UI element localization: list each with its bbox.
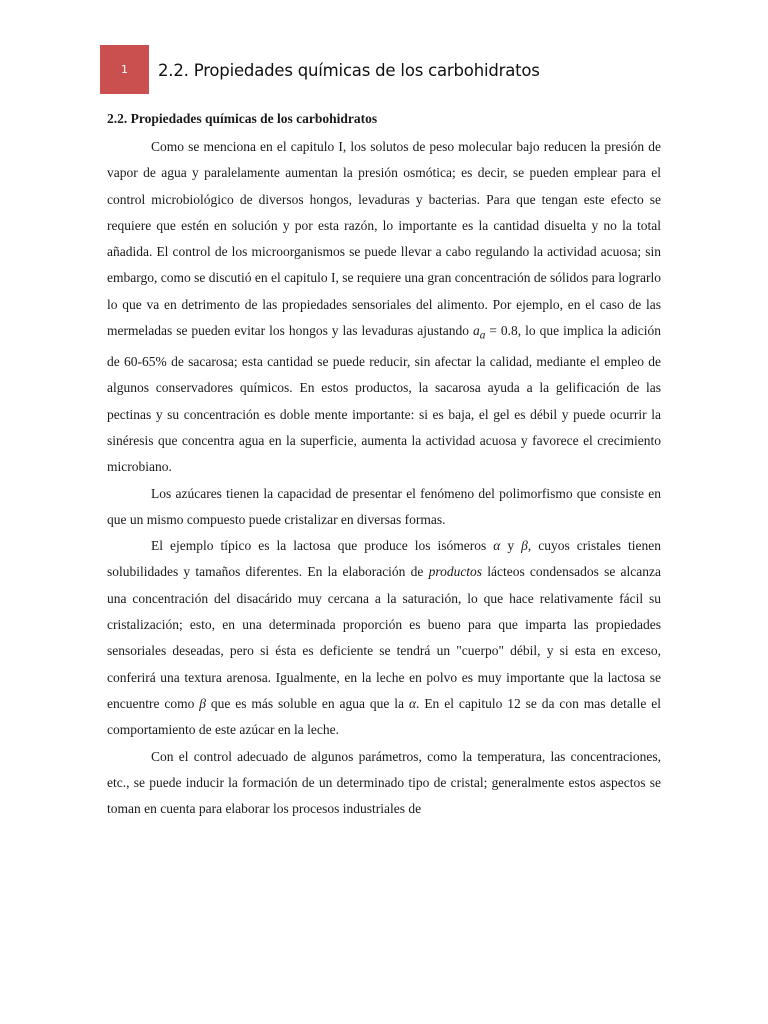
paragraph-1-text-b: = 0.8, lo que implica la adición de 60-65% de sacarosa; esta cantidad se puede reducir, sin afectar la calidad, mediante el empleo de algunos conservadores químicos. En estos productos, la sacarosa ayuda a la gelificación de las pectinas y su concentración es doble mente importante: si es baja, el gel es débil y puede ocurrir la sinéresis que concentra agua en la superficie, aumenta la actividad acuosa y favorece el crecimiento microbiano. [107, 323, 661, 475]
page-number: 1 [121, 63, 128, 76]
paragraph-3-text-a: El ejemplo típico es la lactosa que produce los isómeros [151, 538, 494, 554]
paragraph-3-text-d: lácteos condensados se alcanza una concentración del disacárido muy cercana a la saturación, lo que hace relativamente fácil su cristalización; esto, en una determinada proporción es bueno para que imparta las propiedades sensoriales deseadas, pero si ésta es deficiente se tendrá un "cuerpo" débil, y si esta en exceso, conferirá una textura arenosa. Igualmente, en la leche en polvo es muy importante que la lactosa se encuentre como [107, 564, 661, 711]
paragraph-2: Los azúcares tienen la capacidad de presentar el fenómeno del polimorfismo que consiste en que un mismo compuesto puede cristalizar en diversas formas. [107, 485, 661, 527]
water-activity-subscript: a [479, 329, 486, 342]
productos-italic: productos [428, 564, 483, 580]
paragraph-3-text-b: y [500, 538, 522, 554]
paragraph-3-text-c: , cuyos cristales tienen solubilidades y tamaños diferentes. En la elaboración de [107, 538, 662, 580]
water-activity-symbol: a [472, 323, 480, 339]
paragraph-1-text-a: Como se menciona en el capitulo I, los solutos de peso molecular bajo reducen la presión de vapor de agua y paralelamente aumentan la presión osmótica; es decir, se pueden emplear para el control microbiológico de diversos hongos, levaduras y bacterias. Para que tengan este efecto se requiere que estén en solución y por esta razón, lo importante es la cantidad disuelta y no la total añadida. El control de los microorganismos se puede llevar a cabo regulando la actividad acuosa; sin embargo, como se discutió en el capitulo I, se requiere una gran concentración de sólidos para lograrlo lo que va en detrimento de las propiedades sensoriales del alimento. Por ejemplo, en el caso de las mermeladas se pueden evitar los hongos y las levaduras ajustando [107, 139, 661, 339]
paragraph-4: Con el control adecuado de algunos parámetros, como la temperatura, las concentraciones, etc., se puede inducir la formación de un determinado tipo de cristal; generalmente estos aspectos se toman en cuenta para elaborar los procesos industriales de [107, 748, 661, 817]
paragraph-1 [107, 134, 661, 481]
page-number-badge [100, 45, 149, 94]
beta-symbol: β [199, 695, 206, 711]
section-heading: 2.2. Propiedades químicas de los carbohidratos [107, 111, 378, 126]
header-title: 2.2. Propiedades químicas de los carbohidratos [158, 61, 540, 80]
document-body [107, 110, 661, 822]
page-header [100, 45, 540, 94]
alpha-symbol: α [408, 695, 417, 711]
beta-symbol: β [521, 538, 528, 554]
paragraph-3 [107, 533, 661, 743]
paragraph-3-text-f: . En el capitulo 12 se da con mas detalle el comportamiento de este azúcar en la leche. [107, 695, 661, 738]
paragraph-3-text-e: que es más soluble en agua que la [205, 695, 409, 711]
alpha-symbol: α [493, 538, 501, 554]
